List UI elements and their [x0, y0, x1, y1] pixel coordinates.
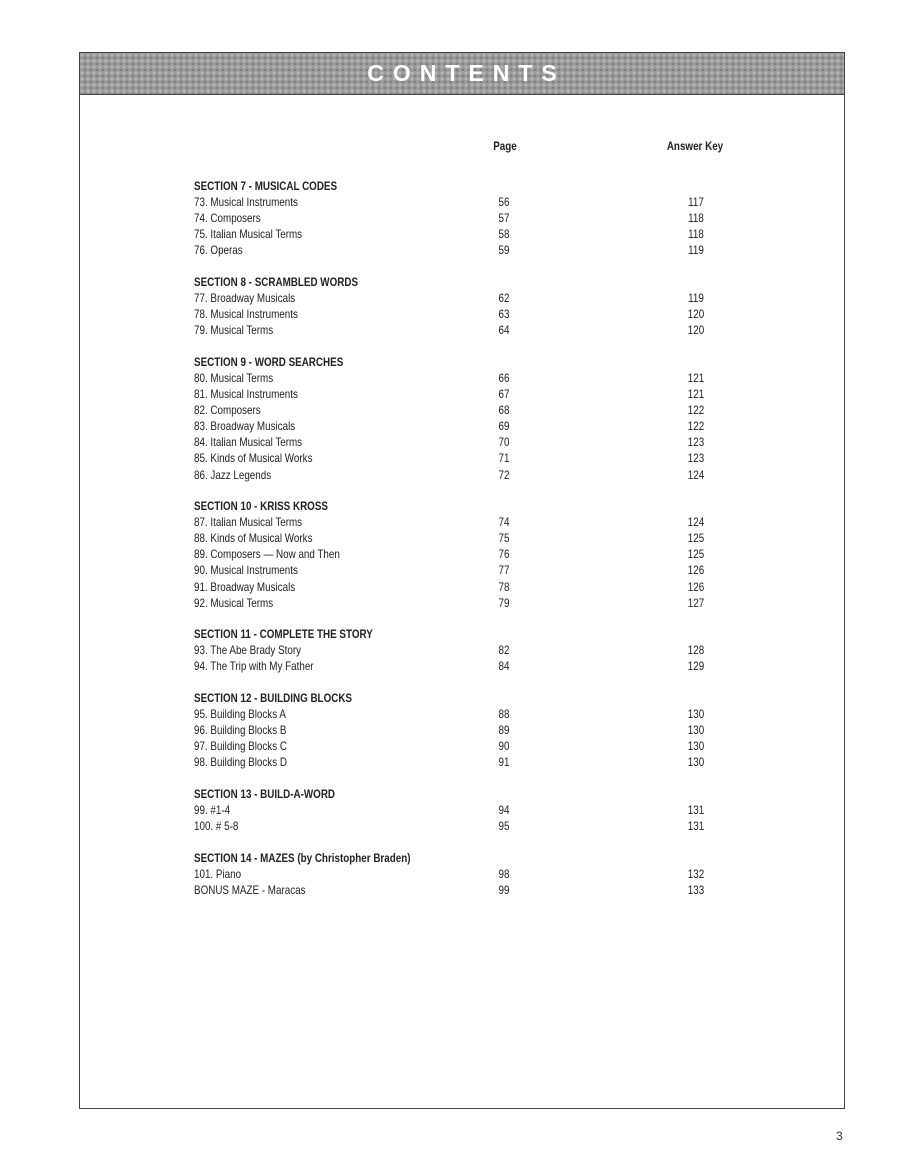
section-heading-row — [194, 626, 754, 642]
entry-title: 79. Musical Terms — [194, 323, 274, 338]
entry-answer-key: 120 — [687, 323, 705, 338]
section-heading: SECTION 13 - BUILD-A-WORD — [194, 787, 336, 801]
toc-section — [194, 690, 754, 770]
entry-page: 71 — [498, 451, 510, 466]
entry-answer-key: 119 — [688, 243, 704, 258]
entry-page: 89 — [498, 723, 510, 738]
entry-answer-key: 131 — [687, 819, 705, 834]
entry-title: 80. Musical Terms — [194, 370, 274, 385]
entry-page: 88 — [498, 707, 510, 722]
toc-entry — [194, 306, 754, 322]
entry-page: 58 — [498, 227, 510, 242]
toc-entry — [194, 642, 754, 658]
toc-entry — [194, 706, 754, 722]
contents-frame — [79, 52, 845, 1109]
toc-entry — [194, 562, 754, 578]
entry-title: 76. Operas — [194, 243, 243, 258]
entry-answer-key: 120 — [687, 307, 705, 322]
entry-page: 57 — [498, 211, 510, 226]
section-heading: SECTION 10 - KRISS KROSS — [194, 499, 328, 514]
entry-page: 78 — [498, 579, 510, 594]
entry-page: 95 — [498, 819, 510, 834]
section-heading: SECTION 7 - MUSICAL CODES — [194, 179, 338, 193]
entry-answer-key: 130 — [687, 707, 705, 722]
toc-entry — [194, 434, 754, 450]
toc-section — [194, 178, 754, 258]
entry-title: 78. Musical Instruments — [194, 307, 298, 322]
toc-entry — [194, 450, 754, 466]
toc-entry — [194, 579, 754, 595]
entry-page: 70 — [498, 435, 510, 450]
entry-title: 100. # 5-8 — [194, 819, 239, 834]
entry-answer-key: 129 — [687, 659, 705, 674]
entry-answer-key: 123 — [687, 435, 705, 450]
entry-title: 97. Building Blocks C — [194, 739, 287, 754]
toc-entry — [194, 595, 754, 611]
entry-page: 69 — [498, 419, 510, 434]
entry-answer-key: 125 — [687, 547, 705, 562]
entry-title: 91. Broadway Musicals — [194, 579, 296, 594]
entry-title: 84. Italian Musical Terms — [194, 435, 303, 450]
entry-page: 84 — [498, 659, 510, 674]
toc-entry — [194, 722, 754, 738]
toc-section — [194, 354, 754, 483]
toc-entry — [194, 546, 754, 562]
entry-answer-key: 124 — [687, 515, 705, 530]
toc-entry — [194, 802, 754, 818]
entry-title: 99. #1-4 — [194, 803, 231, 818]
contents-banner — [80, 53, 844, 95]
toc-entry — [194, 370, 754, 386]
toc-section — [194, 786, 754, 834]
entry-page: 62 — [498, 291, 510, 306]
section-heading-row — [194, 274, 754, 290]
entry-title: 90. Musical Instruments — [194, 563, 298, 578]
section-heading-row — [194, 786, 754, 802]
entry-page: 74 — [498, 515, 510, 530]
entry-answer-key: 122 — [687, 403, 705, 418]
section-heading-row — [194, 850, 754, 866]
entry-title: 101. Piano — [194, 866, 242, 881]
page-title: CONTENTS — [367, 60, 566, 86]
entry-answer-key: 132 — [687, 866, 705, 881]
section-heading: SECTION 11 - COMPLETE THE STORY — [194, 627, 373, 642]
entry-answer-key: 130 — [687, 739, 705, 754]
column-header-answer-key: Answer Key — [666, 139, 724, 153]
entry-answer-key: 117 — [688, 195, 704, 210]
section-heading: SECTION 8 - SCRAMBLED WORDS — [194, 274, 359, 289]
toc-section — [194, 498, 754, 611]
toc-section — [194, 626, 754, 674]
entry-answer-key: 119 — [688, 291, 704, 306]
toc-entry — [194, 194, 754, 210]
entry-answer-key: 121 — [687, 370, 705, 385]
entry-answer-key: 122 — [687, 419, 705, 434]
entry-page: 66 — [498, 370, 510, 385]
entry-page: 82 — [498, 643, 510, 658]
toc-section — [194, 274, 754, 338]
section-heading-row — [194, 178, 754, 194]
entry-page: 90 — [498, 739, 510, 754]
entry-title: 95. Building Blocks A — [194, 707, 286, 722]
entry-page: 99 — [498, 882, 510, 897]
entry-title: 82. Composers — [194, 403, 261, 418]
entry-page: 64 — [498, 323, 510, 338]
toc-entry — [194, 754, 754, 770]
entry-answer-key: 128 — [687, 643, 705, 658]
toc-entry — [194, 242, 754, 258]
entry-answer-key: 118 — [688, 227, 704, 242]
entry-title: 87. Italian Musical Terms — [194, 515, 303, 530]
column-header-page: Page — [493, 139, 517, 153]
entry-title: 81. Musical Instruments — [194, 387, 298, 402]
entry-page: 63 — [498, 307, 510, 322]
section-heading-row — [194, 354, 754, 370]
entry-title: 73. Musical Instruments — [194, 195, 298, 210]
entry-title: 83. Broadway Musicals — [194, 419, 296, 434]
toc-entry — [194, 467, 754, 483]
entry-page: 91 — [498, 755, 510, 770]
toc-entry — [194, 290, 754, 306]
entry-title: 93. The Abe Brady Story — [194, 643, 302, 658]
entry-page: 75 — [498, 531, 510, 546]
entry-answer-key: 124 — [687, 467, 705, 482]
entry-answer-key: 118 — [688, 211, 704, 226]
entry-title: 75. Italian Musical Terms — [194, 227, 303, 242]
entry-page: 94 — [498, 803, 510, 818]
toc-entry — [194, 866, 754, 882]
section-heading: SECTION 12 - BUILDING BLOCKS — [194, 691, 353, 706]
toc-entry — [194, 514, 754, 530]
entry-title: 86. Jazz Legends — [194, 467, 272, 482]
section-heading-row — [194, 498, 754, 514]
entry-answer-key: 126 — [687, 563, 705, 578]
section-heading-row — [194, 690, 754, 706]
entry-answer-key: 133 — [687, 882, 705, 897]
entry-answer-key: 130 — [687, 755, 705, 770]
entry-page: 79 — [498, 595, 510, 610]
entry-answer-key: 125 — [687, 531, 705, 546]
toc-entry — [194, 818, 754, 834]
toc-entry — [194, 210, 754, 226]
entry-page: 56 — [498, 195, 510, 210]
entry-page: 59 — [498, 243, 510, 258]
entry-title: 92. Musical Terms — [194, 595, 274, 610]
section-heading: SECTION 14 - MAZES (by Christopher Braden) — [194, 850, 411, 865]
toc-entry — [194, 386, 754, 402]
toc-entry — [194, 226, 754, 242]
entry-title: 94. The Trip with My Father — [194, 659, 314, 674]
table-of-contents — [194, 178, 754, 914]
section-heading: SECTION 9 - WORD SEARCHES — [194, 354, 344, 369]
toc-entry — [194, 418, 754, 434]
toc-section — [194, 850, 754, 898]
entry-title: 89. Composers — Now and Then — [194, 547, 340, 562]
entry-title: 85. Kinds of Musical Works — [194, 451, 313, 466]
entry-answer-key: 130 — [687, 723, 705, 738]
entry-answer-key: 131 — [687, 803, 705, 818]
entry-title: BONUS MAZE - Maracas — [194, 882, 306, 897]
entry-title: 88. Kinds of Musical Works — [194, 531, 313, 546]
entry-answer-key: 126 — [687, 579, 705, 594]
entry-answer-key: 121 — [687, 387, 705, 402]
entry-page: 98 — [498, 866, 510, 881]
toc-entry — [194, 530, 754, 546]
toc-entry — [194, 402, 754, 418]
entry-title: 98. Building Blocks D — [194, 755, 287, 770]
toc-entry — [194, 882, 754, 898]
entry-page: 67 — [498, 387, 510, 402]
entry-title: 77. Broadway Musicals — [194, 291, 296, 306]
entry-page: 76 — [498, 547, 510, 562]
toc-entry — [194, 322, 754, 338]
entry-answer-key: 123 — [687, 451, 705, 466]
entry-page: 77 — [498, 563, 510, 578]
entry-title: 74. Composers — [194, 211, 261, 226]
entry-title: 96. Building Blocks B — [194, 723, 287, 738]
toc-entry — [194, 658, 754, 674]
entry-page: 72 — [498, 467, 510, 482]
page-number: 3 — [836, 1129, 843, 1143]
toc-entry — [194, 738, 754, 754]
entry-page: 68 — [498, 403, 510, 418]
entry-answer-key: 127 — [687, 595, 705, 610]
